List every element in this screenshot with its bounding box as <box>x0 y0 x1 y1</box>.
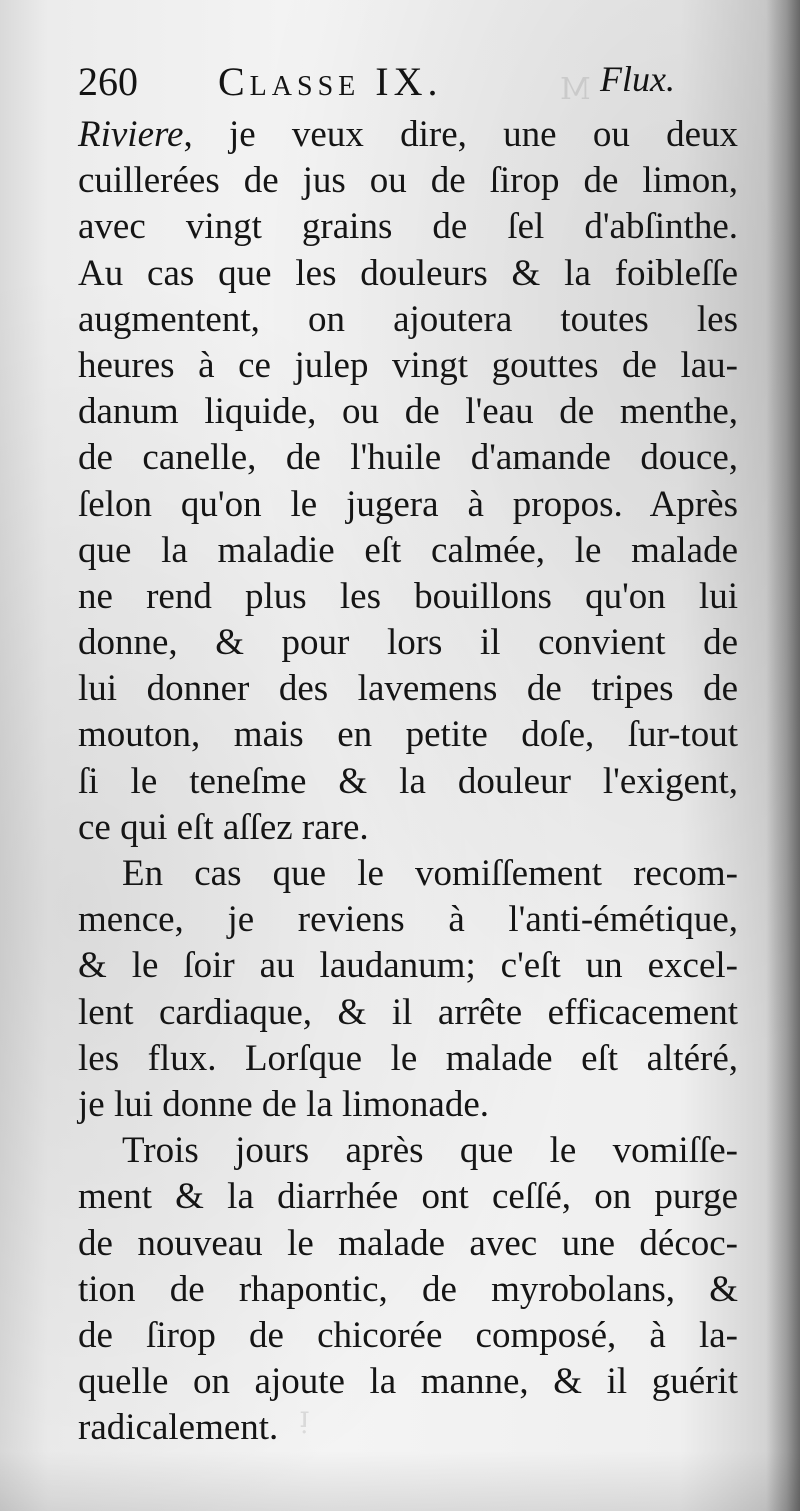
text-line: de nouveau le malade avec une décoc- <box>78 1222 738 1264</box>
text-line: augmentent, on ajoutera toutes les <box>78 298 738 340</box>
text-line: de ſirop de chicorée composé, à la- <box>78 1314 738 1356</box>
text-line: ce qui eſt aſſez rare. <box>78 806 369 848</box>
text-line: cuillerées de jus ou de ſirop de limon, <box>78 160 738 202</box>
text-line: que la maladie eſt calmée, le malade <box>78 529 738 571</box>
text-line: ment & la diarrhée ont ceſſé, on purge <box>78 1176 738 1218</box>
text-line: danum liquide, ou de l'eau de menthe, <box>78 391 738 433</box>
text-line: mouton, mais en petite doſe, ſur-tout <box>78 714 738 756</box>
text-line <box>78 112 738 158</box>
text-line: les flux. Lorſque le malade eſt altéré, <box>78 1037 738 1079</box>
text-line: quelle on ajoute la manne, & il guérit <box>78 1361 738 1403</box>
text-line: lent cardiaque, & il arrête efficacement <box>78 991 738 1033</box>
text-line: lui donner des lavemens de tripes de <box>78 668 738 710</box>
text-line: je lui donne de la limonade. <box>78 1083 489 1125</box>
text-line: avec vingt grains de ſel d'abſinthe. <box>78 206 738 248</box>
bleed-through-top: M <box>560 72 591 107</box>
page-number: 260 <box>78 59 138 104</box>
running-head: Classe IX. <box>218 59 443 104</box>
page-bottom-shadow <box>0 1451 800 1511</box>
text-line: ne rend plus les bouillons qu'on lui <box>78 575 738 617</box>
italic-name: Riviere <box>78 114 184 155</box>
text-line: Au cas que les douleurs & la foibleſſe <box>78 252 738 294</box>
text-line: mence, je reviens à l'anti-émétique, <box>78 899 738 941</box>
text-line: ſi le teneſme & la douleur l'exigent, <box>78 760 738 802</box>
running-head-italic: Flux. <box>600 59 675 99</box>
page-header <box>78 58 758 108</box>
body-text <box>78 112 738 1451</box>
page-edge-shadow <box>766 0 800 1511</box>
line-text: , je veux dire, une ou deux <box>183 114 738 155</box>
text-line: & le ſoir au laudanum; c'eſt un excel- <box>78 945 738 987</box>
text-line: de canelle, de l'huile d'amande douce, <box>78 437 738 479</box>
text-line: ſelon qu'on le jugera à propos. Après <box>78 483 738 525</box>
text-line: radicalement. <box>78 1407 279 1449</box>
text-line: Trois jours après que le vomiſſe- <box>122 1130 738 1172</box>
text-line: donne, & pour lors il convient de <box>78 622 738 664</box>
text-line: En cas que le vomiſſement recom- <box>122 853 738 894</box>
bleed-through-bottom: ᴉ <box>300 1400 310 1435</box>
text-line: tion de rhapontic, de myrobolans, & <box>78 1268 738 1310</box>
text-line: heures à ce julep vingt gouttes de lau- <box>78 344 738 386</box>
